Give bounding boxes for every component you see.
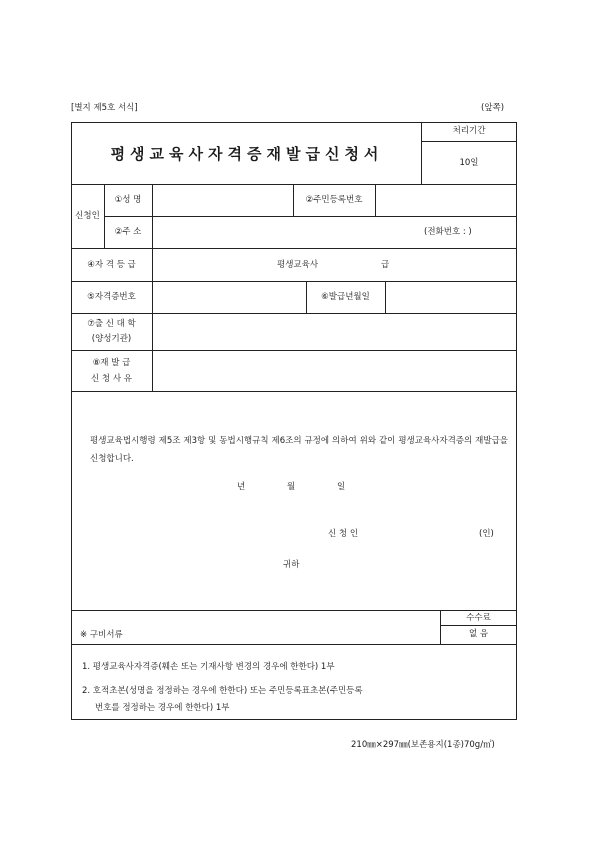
date-month-label: 월 [287,482,296,492]
required-documents-label: ※ 구비서류 [80,630,123,640]
divider [375,184,376,216]
divider [152,184,153,391]
seal-label: (인) [479,529,494,539]
certificate-number-label: ⑤자격증번호 [87,292,136,302]
grade-label: ④자 격 등 급 [87,260,136,270]
divider [104,184,105,248]
divider [71,281,517,282]
document-item-2-cont: 번호를 정정하는 경우에 한한다) 1부 [95,703,230,713]
school-label: ⑦출 신 대 학 [87,319,136,329]
resident-id-label: ②주민등록번호 [305,195,363,205]
school-label-sub: (양성기관) [91,334,132,344]
processing-period-value: 10일 [459,158,479,168]
document-item-2: 2. 호적초본(성명을 정정하는 경우에 한한다) 또는 주민등록표초본(주민등록 [82,686,363,696]
grade-value: 평생교육사 [277,260,319,270]
divider [71,350,517,351]
paper-spec: 210㎜×297㎜(보존용지(1종)70g/㎡) [351,740,495,750]
form-number: [별지 제5호 서식] [71,103,138,113]
phone-label: (전화번호 : ) [424,227,472,237]
date-day-label: 일 [337,482,346,492]
date-year-label: 년 [237,482,246,492]
fee-value: 없 음 [468,629,489,639]
fee-label: 수수료 [466,613,491,623]
processing-period-label: 처리기간 [452,126,486,136]
divider [71,313,517,314]
page-title: 평생교육사자격증재발급신청서 [110,145,384,163]
divider [71,391,517,392]
divider [440,625,517,626]
applicant-sign-label: 신 청 인 [328,529,359,539]
reissue-reason-label-sub: 신 청 사 유 [91,374,132,384]
address-label: ②주 소 [114,227,142,237]
recipient-label: 귀하 [283,560,300,570]
name-label: ①성 명 [114,195,142,205]
divider [71,184,517,185]
grade-suffix: 급 [381,260,390,270]
applicant-section-label: 신청인 [75,211,100,221]
divider [71,248,517,249]
document-item-1: 1. 평생교육사자격증(훼손 또는 기재사항 변경의 경우에 한한다) 1부 [82,662,335,672]
divider [71,644,517,645]
page-side-label: (앞쪽) [481,103,505,113]
issue-date-label: ⑥발급년월일 [321,292,370,302]
divider [421,141,517,142]
divider [104,216,517,217]
divider [71,610,517,611]
divider [385,281,386,313]
statement-text: 평생교육법시행령 제5조 제3항 및 동법시행규칙 제6조의 규정에 의하여 위와 같이 평생교육사자격증의 재발급을 신청합니다. [90,436,508,464]
reissue-reason-label: ⑧재 발 급 [92,358,131,368]
